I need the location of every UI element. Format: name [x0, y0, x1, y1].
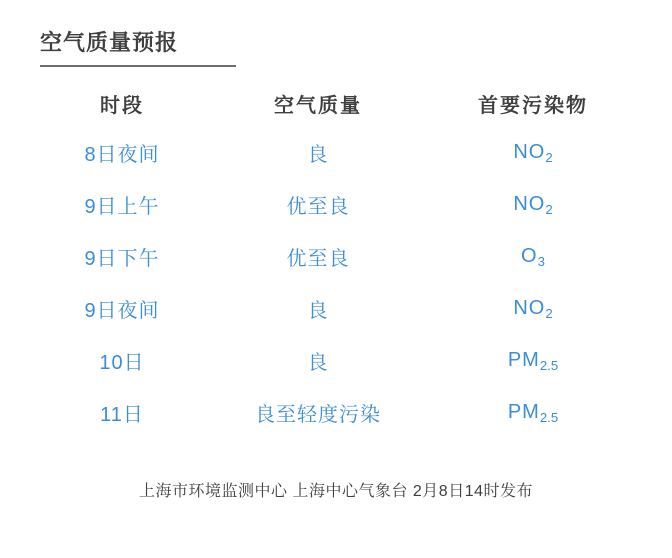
column-header-pollutant: 首要污染物	[478, 94, 588, 117]
title-divider	[40, 65, 236, 67]
cell-period: 10日	[99, 351, 145, 374]
forecast-table	[34, 80, 640, 438]
pollutant-formula: PM	[507, 348, 540, 371]
table-row	[34, 230, 640, 282]
pollutant-formula: NO	[513, 192, 546, 215]
pollutant-formula: O	[521, 244, 538, 267]
source-footer: 上海市环境监测中心 上海中心气象台 2月8日14时发布	[139, 483, 533, 500]
cell-quality: 良	[307, 143, 329, 166]
cell-period: 9日夜间	[84, 299, 160, 322]
table-row	[34, 386, 640, 438]
title-block	[40, 26, 632, 67]
pollutant-subscript: 3	[537, 253, 545, 269]
pollutant-subscript: 2	[545, 305, 553, 321]
cell-quality: 良	[307, 299, 329, 322]
pollutant-subscript: 2.5	[539, 409, 559, 425]
column-header-quality: 空气质量	[274, 94, 362, 117]
pollutant-subscript: 2.5	[539, 357, 559, 373]
cell-pollutant	[426, 349, 640, 372]
cell-period: 11日	[100, 403, 144, 426]
cell-period: 9日上午	[84, 195, 160, 218]
cell-pollutant	[426, 141, 640, 164]
cell-pollutant	[426, 245, 640, 268]
pollutant-formula: PM	[507, 400, 540, 423]
cell-pollutant	[426, 193, 640, 216]
cell-period: 8日夜间	[84, 143, 160, 166]
cell-quality: 优至良	[286, 247, 350, 270]
table-row	[34, 282, 640, 334]
table-header-row	[34, 80, 640, 126]
cell-pollutant	[426, 401, 640, 424]
pollutant-formula: NO	[513, 140, 546, 163]
pollutant-formula: NO	[513, 296, 546, 319]
cell-quality: 良	[307, 351, 329, 374]
table-row	[34, 334, 640, 386]
column-header-period: 时段	[100, 94, 144, 117]
table-row	[34, 178, 640, 230]
cell-quality: 优至良	[286, 195, 350, 218]
pollutant-subscript: 2	[545, 201, 553, 217]
cell-period: 9日下午	[84, 247, 160, 270]
cell-quality: 良至轻度污染	[255, 403, 381, 426]
pollutant-subscript: 2	[545, 149, 553, 165]
page-title: 空气质量预报	[40, 30, 179, 55]
table-row	[34, 126, 640, 178]
cell-pollutant	[426, 297, 640, 320]
